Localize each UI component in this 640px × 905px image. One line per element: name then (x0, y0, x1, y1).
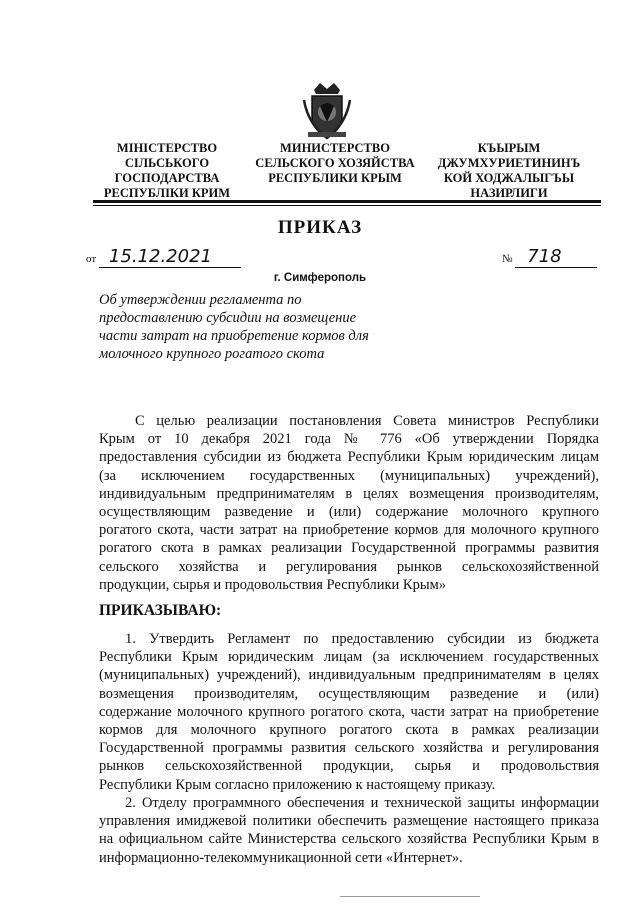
header-crimean-tatar (424, 141, 594, 201)
paragraph-line: продукции, сырья и продовольствия Республики Крым» (99, 576, 447, 593)
header-line: СІЛЬСЬКОГО (124, 156, 210, 170)
paragraph-line: 1. Утвердить Регламент по предоставлению субсидии из бюджета (125, 631, 599, 647)
paragraph-line: индивидуальным предпринимателям в целях возмещения производителям, (99, 485, 599, 502)
paragraph-line: кормов для молочного крупного рогатого скота в рамках реализации (99, 722, 599, 739)
number-value: 718 (515, 246, 597, 268)
paragraph-line: предоставления субсидии из бюджета Республики Крым юридическим лицам (99, 449, 599, 466)
header-line: РЕСПУБЛІКИ КРИМ (103, 186, 231, 200)
header-line: МИНИСТЕРСТВО (280, 141, 390, 155)
subject-line: предоставлению субсидии на возмещение (99, 310, 357, 326)
footer-mark (340, 896, 480, 897)
paragraph-line: Крым от 10 декабря 2021 года № 776 «Об утверждении Порядка (99, 431, 599, 448)
paragraph-line: 2. Отделу программного обеспечения и технической защиты информации (125, 795, 599, 811)
number-prefix: № (502, 253, 513, 265)
paragraph-line: (муниципальных) учреждений), индивидуальным предпринимателям в целях (99, 667, 599, 684)
orders-heading: ПРИКАЗЫВАЮ: (99, 602, 222, 619)
paragraph-line: управления имиджевой политики обеспечить размещение настоящего приказа (99, 813, 599, 830)
city: г. Симферополь (273, 272, 367, 284)
paragraph-line: рынков сельскохозяйственной продукции, сырья и продовольствия (99, 758, 599, 775)
header-line: СЕЛЬСКОГО ХОЗЯЙСТВА (255, 156, 415, 170)
date-value: 15.12.2021 (99, 246, 241, 268)
header-line: МІНІСТЕРСТВО (116, 141, 218, 155)
header-line: КОЙ ХОДЖАЛЫГЪЫ (443, 171, 575, 185)
paragraph-line: на официальном сайте Министерства сельского хозяйства Республики Крым в (99, 831, 599, 848)
paragraph-line: информационно-телекоммуникационной сети «Интернет». (99, 849, 463, 866)
date-field (86, 246, 241, 268)
number-field (502, 246, 597, 268)
preamble-paragraph (99, 412, 599, 594)
paragraph-line: Республики Крым юридическим лицам (за исключением государственных (99, 649, 599, 666)
document-subject (99, 291, 399, 363)
header-line: РЕСПУБЛИКИ КРЫМ (268, 171, 402, 185)
header-divider-thin (93, 205, 601, 206)
header-line: НАЗИРЛИГИ (470, 186, 548, 200)
header-line: КЪЫРЫМ (477, 141, 541, 155)
paragraph-line: рогатого скота, части затрат на приобретение кормов для молочного крупного (99, 522, 599, 539)
document-title: ПРИКАЗ (277, 217, 363, 238)
paragraph-line: содержание молочного крупного рогатого скота, части затрат на приобретение (99, 703, 599, 720)
order-item-1 (99, 630, 599, 794)
subject-line: части затрат на приобретение кормов для (99, 328, 369, 344)
paragraph-line: осуществляющим разведение и (или) содержание молочного крупного (99, 504, 599, 521)
subject-line: молочного крупного рогатого скота (99, 346, 325, 362)
header-ukrainian (82, 141, 252, 201)
header-line: ГОСПОДАРСТВА (114, 171, 220, 185)
order-item-2 (99, 794, 599, 867)
paragraph-line: рогатого скота в рамках реализации Государственной программы развития (99, 540, 599, 557)
paragraph-line: С целью реализации постановления Совета министров Республики (135, 413, 599, 429)
paragraph-line: Республики Крым согласно приложению к настоящему приказу. (99, 776, 496, 793)
header-divider-thick (93, 200, 601, 203)
paragraph-line: сельского хозяйства и регулирования рынков сельскохозяйственной (99, 558, 599, 575)
header-russian (250, 141, 420, 186)
paragraph-line: (за исключением государственных (муниципальных) учреждений), (99, 467, 599, 484)
subject-line: Об утверждении регламента по (99, 292, 302, 308)
coat-of-arms-icon (300, 80, 354, 140)
paragraph-line: Государственной программы развития сельского хозяйства и регулирования (99, 740, 599, 757)
paragraph-line: возмещения производителям, осуществляющим разведение и (или) (99, 685, 599, 702)
date-prefix: от (86, 253, 97, 265)
header-line: ДЖУМХУРИЕТИНИНЪ (437, 156, 581, 170)
